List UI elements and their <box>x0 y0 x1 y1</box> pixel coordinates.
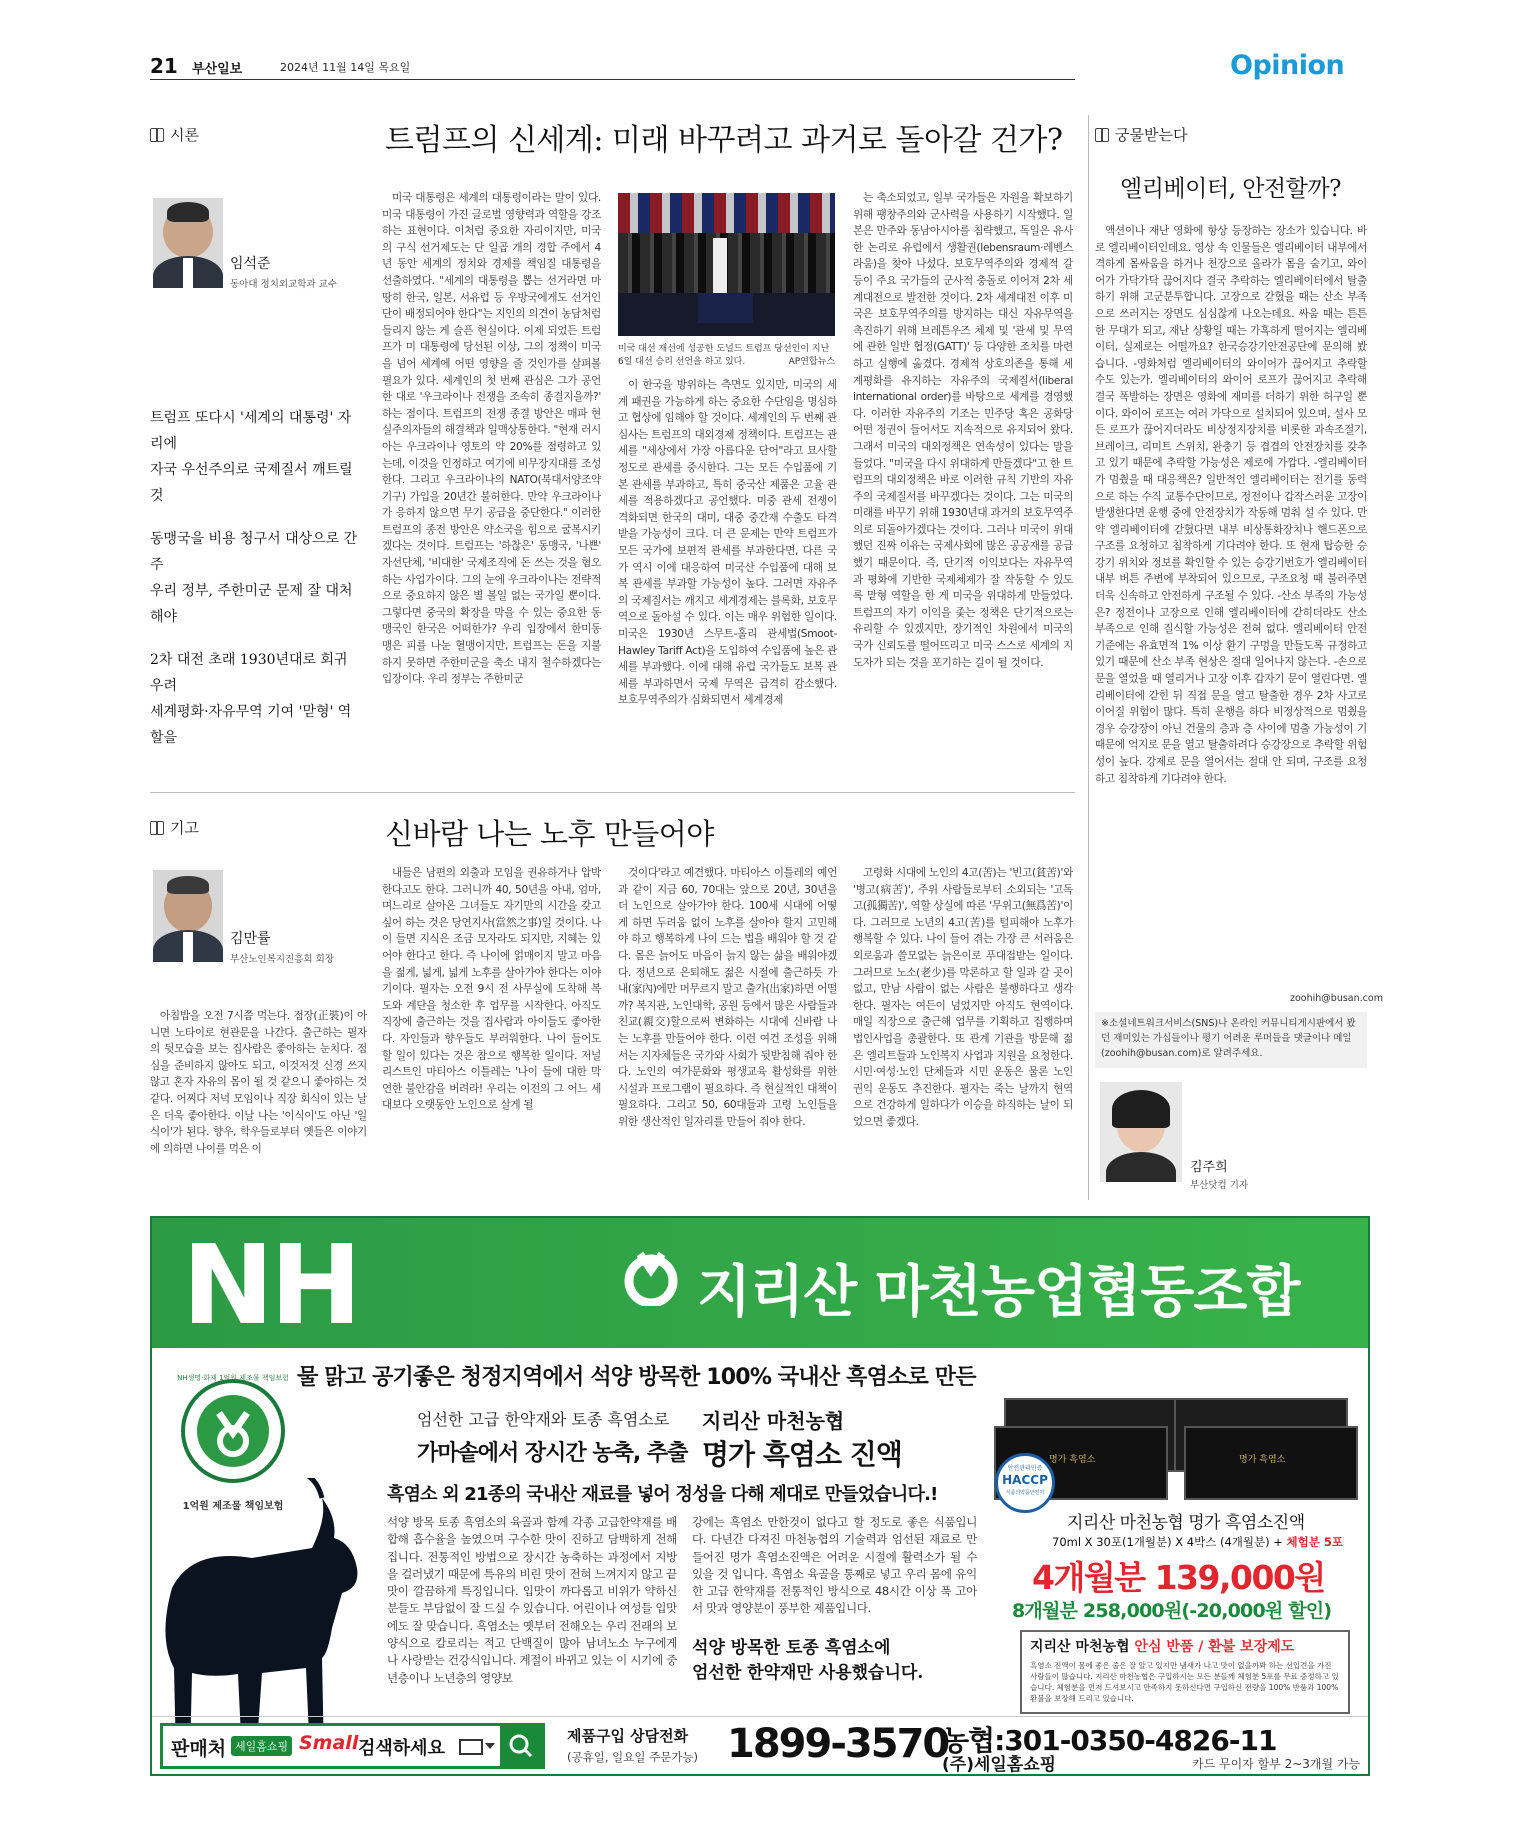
seller-label: 판매처 <box>171 1738 227 1760</box>
box-label: 명가 흑염소 <box>1239 1455 1286 1465</box>
card-installment: 카드 무이자 할부 2~3개월 가능 <box>1192 1757 1361 1771</box>
section-label-text: 궁물받는다 <box>1115 126 1188 144</box>
opinion-logo-text: Opinion <box>1230 50 1345 81</box>
search-prompt: 검색하세요 <box>358 1738 445 1759</box>
author-name: 김만률 <box>230 931 271 947</box>
keyboard-icon <box>459 1739 483 1755</box>
article-body-col-b <box>618 865 837 1198</box>
tip-footnote-text: ※소셜네트워크서비스(SNS)나 온라인 커뮤니티게시판에서 봤던 재미있는 가십들이나 평기 어려운 루머들을 댓글이나 메일(zoohih@busan.com)로 알려주세요. <box>1101 1018 1356 1059</box>
bank-account: 농협:301-0350-4826-11 <box>942 1724 1277 1757</box>
headline-elderly: 신바람 나는 노후 만들어야 <box>385 817 714 851</box>
haccp-badge <box>995 1453 1055 1513</box>
insurance-badge-label: 1억원 제조물 책임보험 <box>182 1501 284 1512</box>
search-icon[interactable] <box>500 1726 542 1766</box>
author-title: 부산노인복지진흥회 회장 <box>230 954 334 965</box>
ad-desc-left <box>387 1514 677 1684</box>
ad-paragraph: 석양 방목 토종 흑염소의 육골과 함께 각종 고급한약재를 배합해 흡수율을 높였으며 구수한 맛이 진하고 담백하게 전해집니다. 전통적인 방법으로 장시간 농축하는 과정에서 지방을 걸러냈기 때문에 특유의 비린 맛이 전혀 느껴지지 않고 끝 맛이 깔끔하게 특징입니다. 입맛이 까다롭고 비위가 약하신 분들도 부담없이 잘 드실 수 있습니다. 어린이나 여성들 입맛에도 잘 맞습니다. 흑염소는 옛부터 전해오는 우리 전래의 보양식으로 칼로리는 적고 단백질이 많아 남녀노소 누구에게나 사랑받는 건강식입니다. 계절이 바뀌고 있는 이 시기에 중년층이나 노년층의 영양보 <box>387 1515 677 1684</box>
guarantee-prefix: 지리산 마천농협 <box>1030 1639 1130 1655</box>
pull-quote: 동맹국을 비용 청구서 대상으로 간주 <box>150 531 358 573</box>
company-name: (주)세일홈쇼핑 <box>942 1755 1057 1775</box>
pull-quote: 세계평화·자유무역 기여 '맏형' 역할을 <box>150 704 352 746</box>
photo-credit: AP연합뉴스 <box>788 357 835 367</box>
section-label-text: 기고 <box>170 819 199 837</box>
guarantee-box <box>1020 1630 1350 1714</box>
ad-slogan: 흑염소 외 21종의 국내산 재료를 넣어 정성을 다해 제대로 만들었습니다.! <box>387 1484 938 1505</box>
ad-emphasis-line: 엄선한 한약재만 사용했습니다. <box>692 1663 924 1683</box>
reporter-title: 부산닷컴 기자 <box>1190 1180 1249 1191</box>
tip-footnote <box>1095 1012 1367 1068</box>
haccp-badge-bottom: 식품의약품안전처 <box>1005 1490 1045 1496</box>
nh-symbol-icon <box>622 1248 680 1306</box>
price-sub: 8개월분 258,000원(-20,000원 할인) <box>1012 1600 1332 1622</box>
guarantee-title: 안심 반품 / 환불 보장제도 <box>1134 1639 1295 1655</box>
section-label-qna <box>1095 124 1187 145</box>
dropdown-caret-icon <box>485 1743 495 1749</box>
article-paragraph: 이 한국을 방위하는 측면도 있지만, 미국의 세계 패권을 가능하게 하는 중요한 수단임을 명심하고 협상에 임해야 할 것이다. 세계인의 두 번째 관심사는 트럼프의 대외경제 정책이다. 트럼프는 관세를 "세상에서 가장 아름다운 단어"라고 묘사할 정도로 관세를 중시한다. 그는 모든 수입품에 기본 관세를 부과하고, 특히 중국산 제품은 고율 관세를 적용하겠다고 공언했다. 미중 관세 전쟁이 격화되면 한국의 대미, 대중 중간재 수출도 타격받을 가능성이 크다. 더 큰 문제는 만약 트럼프가 모든 국가에 보편적 관세를 부과한다면, 다른 국가 역시 이에 대응하여 미국산 수입품에 대해 보복 관세를 부과할 가능성이 높다. 그러면 자유주의 국제질서는 깨지고 세계경제는 블록화, 보호무역으로 돌아설 수 있다. 이는 매우 위험한 일이다. 미국은 1930년 스무트-홀리 관세법(Smoot-Hawley Tariff Act)을 도입하여 수입품에 높은 관세를 부과했다. 이에 대해 유럽 국가들도 보복 관세를 부과하면서 국제 무역은 급격히 감소했다. 보호무역주의가 심화되면서 세계경제 <box>618 379 837 707</box>
ad-sub2b: 명가 흑염소 진액 <box>702 1438 902 1471</box>
product-name: 지리산 마천농협 명가 흑염소진액 <box>1067 1513 1305 1533</box>
haccp-text: HACCP <box>1002 1473 1048 1487</box>
ad-sub2a: 지리산 마천농협 <box>702 1409 845 1433</box>
product-bonus: 체험분 5포 <box>1286 1535 1343 1549</box>
box-label: 명가 흑염소 <box>1049 1455 1096 1465</box>
masthead <box>150 50 1370 90</box>
article-paragraph: 내들은 남편의 외출과 모임을 권유하거나 압박한다고도 한다. 그러니까 40, 50년을 아내, 엄마, 며느리로 살아온 그녀들도 자기만의 시간을 갖고 싶어 하는 것은 당연지사(當然之事)일 것이다. 나이 들면 지식은 조금 모자라도 되지만, 지혜는 있어야 한다고 한다. 즉 나이에 얽매이지 말고 마음을 젊게, 넓게, 넓게 노후를 살아가야 한다는 이야기이다. 필자는 오전 9시 전 사무실에 도착해 복도와 계단을 청소한 후 업무를 시작한다. 아직도 직장에 출근하는 것을 집사람과 아이들도 좋아한다. 자인들과 향우들도 부러워한다. 나이 들어도 할 일이 있다는 것은 참으로 행복한 일이다. 저널리스트인 마티아스 이틀레는 '나이 들에 대한 막연한 불안감을 버려라! 우리는 이전의 그 어느 세대보다 오랫동안 노인으로 살게 될 <box>382 867 601 1112</box>
haccp-badge-top: 안전관리인증 <box>1007 1465 1043 1472</box>
article-paragraph: 미국 대통령은 세계의 대통령이라는 말이 있다. 미국 대통령이 가진 글로벌 영향력과 역할을 강조하는 표현이다. 이처럼 중요한 자리이지만, 미국의 구식 선거제도는 단 일곱 개의 경합 주에서 4년 동안 세계의 정치와 경제를 책임질 대통령을 선출하였다. "세계의 대통령을 뽑는 선거라면 마땅히 한국, 일본, 서유럽 등 우방국에게도 선거인단이 배정되어야 한다"는 지인의 의견이 농담처럼 들리지 않는 게 슬픈 현실이다. 이제 되었든 트럼프가 미 대통령에 당선된 이상, 그의 정책이 미국을 넘어 세계에 어떤 영향을 줄 것인가를 살펴볼 필요가 있다. 세계인의 첫 번째 관심은 그가 공언한 대로 '우크라이나 전쟁을 조속히 종결지을까?' 하는 점이다. 트럼프의 전쟁 종결 방안은 매파 현실주의자들의 해결책과 일맥상통한다. "현재 러시아는 우크라이나 영토의 약 20%를 점령하고 있는데, 이것을 인정하고 여기에 비무장지대를 조성한다. 그리고 우크라이나의 NATO(북대서양조약기구) 가입을 20년간 불허한다. 만약 우크라이나가 응하지 않으면 무기 공급을 중단한다." 이러한 트럼프의 종전 방안은 약소국을 힘으로 굴복시키겠다는 것이다. 트럼프는 '하찮은' 동맹국, '나쁜' 자선단체, '비대한' 국제조직에 돈 쓰는 것을 혐오하는 사업가이다. 그의 눈에 우크라이나는 전략적으로 중요하지 않은 별 볼일 없는 국가일 뿐이다. 그렇다면 중국의 확장을 막을 수 있는 중요한 동맹국인 한국은 어떠한가? 우리 입장에서 한미동맹은 피를 나눈 혈맹이지만, 트럼프는 돈을 지불하지 못하면 주한미군을 축소 내지 철수하겠다는 입장이다. 우리 정부는 주한미군 <box>382 192 601 686</box>
section-label-gigo <box>150 817 199 838</box>
badge-ring-text: NH생명·화재 1억원 제조물 책임보험 <box>177 1374 289 1382</box>
product-spec-text: 70ml X 30포(1개월분) X 4박스 (4개월분) + <box>1052 1535 1283 1549</box>
product-spec <box>1052 1534 1343 1550</box>
book-icon <box>150 821 164 835</box>
ad-sub1b: 가마솥에서 장시간 농축, 추출 <box>417 1441 688 1466</box>
ad-bottom-bar <box>152 1716 1368 1775</box>
price-main: 4개월분 139,000원 <box>1032 1558 1325 1597</box>
headline-elevator: 엘리베이터, 안전할까? <box>1120 176 1341 202</box>
author-title: 동아대 정치외교학과 교수 <box>230 279 337 290</box>
consult-hours: (공휴일, 일요일 주문가능) <box>567 1750 699 1764</box>
ad-sub1a: 엄선한 고급 한약재와 토종 흑염소로 <box>417 1410 670 1429</box>
reporter-email: zoohih@busan.com <box>1290 993 1383 1004</box>
guarantee-body: 흑염소 진액이 몸에 좋은 줄은 잘 알고 있지만 냄새가 나고 맛이 없을까봐 하는 선입견을 가진 사람들이 많습니다. 지리산 마천농협은 구입하시는 모든 분들께 체험분 5포를 무료 증정하고 있습니다. 체험분을 먼저 드셔보시고 만족하지 못하신다면 구입하신 전량을 100% 반품과 100%환불을 보장해 드리고 있습니다. <box>1030 1661 1339 1703</box>
pull-quotes <box>150 405 360 751</box>
article-paragraph: 액션이나 재난 영화에 항상 등장하는 장소가 있습니다. 바로 엘리베이터인데요. 영상 속 인물들은 엘리베이터 내부에서 격하게 몸싸움을 하거나 천장으로 올라가 몸을 숨기고, 와이어가 가닥가닥 끊어지다 결국 추락하는 엘리베이터에서 탈출하기 위해 고군분투합니다. 고장으로 갇혔을 때는 산소 부족으로 쓰러지는 장면도 심심찮게 나오는데요. 싸움 때는 튼튼한 무대가 되고, 재난 상황일 때는 가혹하게 떨어지는 엘리베이터, 실제로는 어떨까요? 한국승강기안전공단에 문의해 봤습니다. -영화처럼 엘리베이터의 와이어가 끊어지고 추락할 수도 있는가. 엘리베이터의 와이어 로프가 끊어지고 추락해 결국 폭발하는 장면은 영화에 재미를 더하기 위한 허구일 뿐이다. 와이어 로프는 여러 가닥으로 설치되어 있으며, 설사 모든 로프가 끊어지더라도 비상정지장치를 비롯한 과속조절기, 브레이크, 리미트 스위치, 완충기 등 겹겹의 안전장치를 갖추고 있기 때문에 추락할 가능성은 제로에 가깝다. -엘리베이터가 멈췄을 때 대응책은? 일반적인 엘리베이터는 전기를 동력으로 하는 수직 교통수단이므로, 정전이나 갑작스러운 고장이 발생한다면 운행 중에 안전장치가 작동해 멈춰 설 수 있다. 만약 엘리베이터에 갇혔다면 내부 비상통화장치나 핸드폰으로 구조를 요청하고 침착하게 기다려야 한다. 또 현재 탑승한 승강기 위치와 정보를 확인할 수 있는 승강기번호가 엘리베이터 내부 버튼 주변에 부착되어 있으므로, 구조요청 때 불러주면 더욱 신속하고 안전하게 구조될 수 있다. -산소 부족의 가능성은? 정전이나 고장으로 인해 엘리베이터에 갇히더라도 산소 부족으로 인해 질식할 가능성은 전혀 없다. 엘리베이터 안전기준에는 유효면적 1% 이상 환기 구멍을 만들도록 규정하고 있기 때문에 산소 부족 현상은 절대 일어나지 않는다. -손으로 문을 열었을 때 열리거나 고장 이후 갑자기 문이 열린다면. 엘리베이터에 갇힌 뒤 직접 문을 열고 탈출한 경우 2차 사고로 이어질 위험이 많다. 특히 운행을 하다 비정상적으로 멈췄을 경우 승강장이 아닌 건물의 층과 층 사이에 멈출 가능성이 기 때문에 억지로 문을 열고 탈출하려다 승강장으로 추락할 위험성이 높다. 강제로 문을 열어서는 절대 안 되며, 구조를 요청하고 침착하게 기다려야 한다. <box>1095 225 1367 785</box>
author-photo-kim <box>153 870 223 962</box>
nh-logo: NH <box>182 1221 359 1349</box>
ad-emphasis-line: 석양 방목한 토종 흑염소에 <box>692 1638 891 1658</box>
page-number: 21 <box>150 54 178 78</box>
article-paragraph: 는 축소되었고, 일부 국가들은 자원을 확보하기 위해 팽창주의와 군사력을 사용하기 시작했다. 일본은 만주와 동남아시아를 침략했고, 독일은 유사한 논리로 유럽에서 생활권(lebensraum·레벤스라움)을 찾아 나섰다. 보호무역주의와 경제적 갈등이 주요 국가들의 군사적 충돌로 이어져 2차 세계대전으로 발전한 것이다. 2차 세계대전 이후 미국은 보호무역주의를 방지하는 대신 자유무역을 촉진하기 위해 브레튼우즈 체제 및 '관세 및 무역에 관한 일반 협정(GATT)' 등 다양한 조치를 마련하고 실행에 옮겼다. 경제적 상호의존을 통해 세계평화를 유지하는 자유주의 국제질서(liberal international order)를 바탕으로 세계를 경영했다. 이러한 자유주의 기조는 민주당 혹은 공화당 어떤 정권이 들어서도 지속적으로 유지되어 왔다. 그래서 미국의 대외정책은 연속성이 있다는 말을 들었다. "미국을 다시 위대하게 만들겠다"고 한 트럼프의 대외정책은 바로 이러한 규칙 기반의 자유주의 국제질서를 바꾸겠다는 것이다. 그는 미국의 미래를 바꾸기 위해 1930년대 과거의 보호무역주의로 되돌아가겠다는 것이다. 그러나 미국이 위대했던 진짜 이유는 국제사회에 많은 공공재를 공급했기 때문이다. 즉, 단기적 이익보다는 자유무역과 평화에 기반한 국제체제가 잘 작동할 수 있도록 맏형 역할을 한 게 미국을 위대하게 만들었다. 트럼프의 자기 이익을 좇는 정책은 단기적으로는 유리할 수 있겠지만, 장기적인 차원에서 미국의 국가 신뢰도를 떨어뜨리고 미국 스스로 세계의 지도자가 되는 것을 포기하는 길이 될 것이다. <box>853 192 1073 669</box>
article-paragraph: 고령화 시대에 노인의 4고(苦)는 '빈고(貧苦)'와 '병고(病苦)', 주위 사람들로부터 소외되는 '고독고(孤獨苦)', 역할 상실에 따른 '무위고(無爲苦)'이다. 그러므로 노년의 4고(苦)를 털피해야 노후가 행복할 수 있다. 나이 들어 겪는 가장 큰 서러움은 외로움과 쓸모없는 늙은이로 푸대접받는 일이다. 그러므로 노소(老少)를 막론하고 할 일과 갈 곳이 없고, 만남 사람이 없는 사람은 불행하다고 생각한다. 필자는 여든이 넘었지만 아직도 현역이다. 매일 직장으로 출근해 업무를 기획하고 집행하며 법인사업을 총괄한다. 또 관계 기관을 방문해 젊은 엘리트들과 노인복지 사업과 지원을 요청한다. 시민·여성·노인 단체들과 시민 운동은 물론 노인 권익 운동도 추진한다. 필자는 죽는 날까지 현역으로 건강하게 일하다가 이승을 하직하는 날이 되었으면 좋겠다. <box>853 867 1073 1128</box>
newspaper-name: 부산일보 <box>192 62 243 77</box>
article-body-col-a <box>382 190 601 767</box>
ad-banner <box>152 1218 1368 1348</box>
reporter-name: 김주희 <box>1190 1160 1228 1175</box>
pull-quote: 트럼프 또다시 '세계의 대통령' 자리에 <box>150 410 352 452</box>
headline-trump: 트럼프의 신세계: 미래 바꾸려고 과거로 돌아갈 건가? <box>385 123 1063 158</box>
phone-number[interactable]: 1899-3570 <box>727 1721 949 1767</box>
article-body-col-a <box>382 865 601 1198</box>
article-lead <box>150 1008 367 1198</box>
seller-small-logo: Small <box>299 1732 359 1754</box>
ad-paragraph: 강에는 흑염소 만한것이 없다고 할 정도로 좋은 식품입니다. 다년간 다져진 마천농협의 기술력과 엄선된 재료로 만들어진 명가 흑염소진액은 어려운 시절에 활력소가 될 수 있을 것 입니다. 흑염소 육골을 통째로 넣고 우리 몸에 유익한 고급 한약재를 전통적인 방식으로 48시간 이상 푹 고아서 맛과 영양분이 풍부한 제품입니다. <box>692 1515 977 1616</box>
article-body-col-c <box>853 865 1073 1198</box>
section-label-sironon <box>150 124 199 145</box>
photo-caption-text: 미국 대선 재선에 성공한 도널드 트럼프 당선인이 지난 6일 대선 승리 선언을 하고 있다. <box>618 344 830 367</box>
pull-quote: 우리 정부, 주한미군 문제 잘 대처해야 <box>150 583 353 625</box>
reporter-photo <box>1100 1082 1182 1182</box>
advertisement[interactable] <box>150 1216 1370 1776</box>
trump-rally-photo <box>618 193 835 336</box>
opinion-logo <box>1230 50 1344 81</box>
book-icon <box>150 128 164 142</box>
seller-search-box[interactable] <box>160 1723 545 1769</box>
pull-quote: 자국 우선주의로 국제질서 깨트릴 것 <box>150 462 353 504</box>
elevator-body <box>1095 223 1367 991</box>
article-body-col-c <box>853 190 1073 767</box>
author-photo-lim <box>153 198 223 288</box>
issue-date: 2024년 11월 14일 목요일 <box>280 61 411 74</box>
seller-brand-logo: 세일홈쇼핑 <box>231 1736 292 1756</box>
pull-quote: 2차 대전 초래 1930년대로 회귀 우려 <box>150 652 348 694</box>
section-label-text: 시론 <box>170 126 199 144</box>
book-icon <box>1095 128 1109 142</box>
ad-tagline: 물 맑고 공기좋은 청정지역에서 석양 방목한 100% 국내산 흑염소로 만든 <box>297 1365 976 1390</box>
author-name: 임석준 <box>230 256 271 272</box>
consult-label: 제품구입 상담전화 <box>567 1727 689 1745</box>
article-paragraph: 아침밥을 오전 7시쯤 먹는다. 점장(正裝)이 아니면 노타이로 현관문을 나간다. 출근하는 필자의 뒷모습을 보는 집사람은 좋아하는 눈치다. 점심을 준비하지 않아도 되고, 이것저것 신경 쓰지 않고 혼자 자유의 몸이 될 것 같으니 좋아하는 것 같다. 어찌다 저녁 모임이나 직장 회식이 있는 날은 더욱 좋아한다. 이날 나는 '이식이'도 아닌 '일식이'가 된다. 향우, 학우들로부터 옛들은 이야기에 의하면 나이를 먹은 이 <box>150 1010 367 1155</box>
ad-desc-right <box>692 1514 977 1634</box>
article-body-col-b <box>618 377 837 767</box>
guarantee-title-line <box>1030 1636 1340 1656</box>
article-paragraph: 것이다'라고 예견했다. 마티아스 이틀레의 예언과 같이 지금 60, 70대는 앞으로 20년, 30년을 더 노인으로 살아가야 한다. 100세 시대에 어떻게 하면 두려움 없이 노후를 살아야 할지 고민해야 하고 행복하게 나이 드는 법을 배워야 할 것 같다. 몸은 늙어도 마음이 늙지 않는 삶을 배워야겠다. 정년으로 은퇴해도 젊은 시절에 출근하듯 가내(家內)에만 머무르지 말고 출가(出家)하면 어떨까? 복지관, 노인대학, 공원 등에서 많은 사람들과 친교(親交)할으로써 변화하는 시대에 신바람 나는 노후를 만들어야 한다. 이런 여건 조성을 위해서는 지자체들은 국가와 사회가 뒷받침해 줘야 한다. 노인의 여가문화와 평생교육 활성화를 위한 시설과 프로그램이 필요하다. 즉 현실적인 대책이 필요하다. 그리고 50, 60대들과 고령 노인들을 위한 생산적인 일자리를 만들어 줘야 한다. <box>618 867 837 1128</box>
coop-name: 지리산 마천농업협동조합 <box>697 1260 1300 1325</box>
photo-caption <box>618 343 835 369</box>
ad-emphasis <box>692 1636 923 1686</box>
